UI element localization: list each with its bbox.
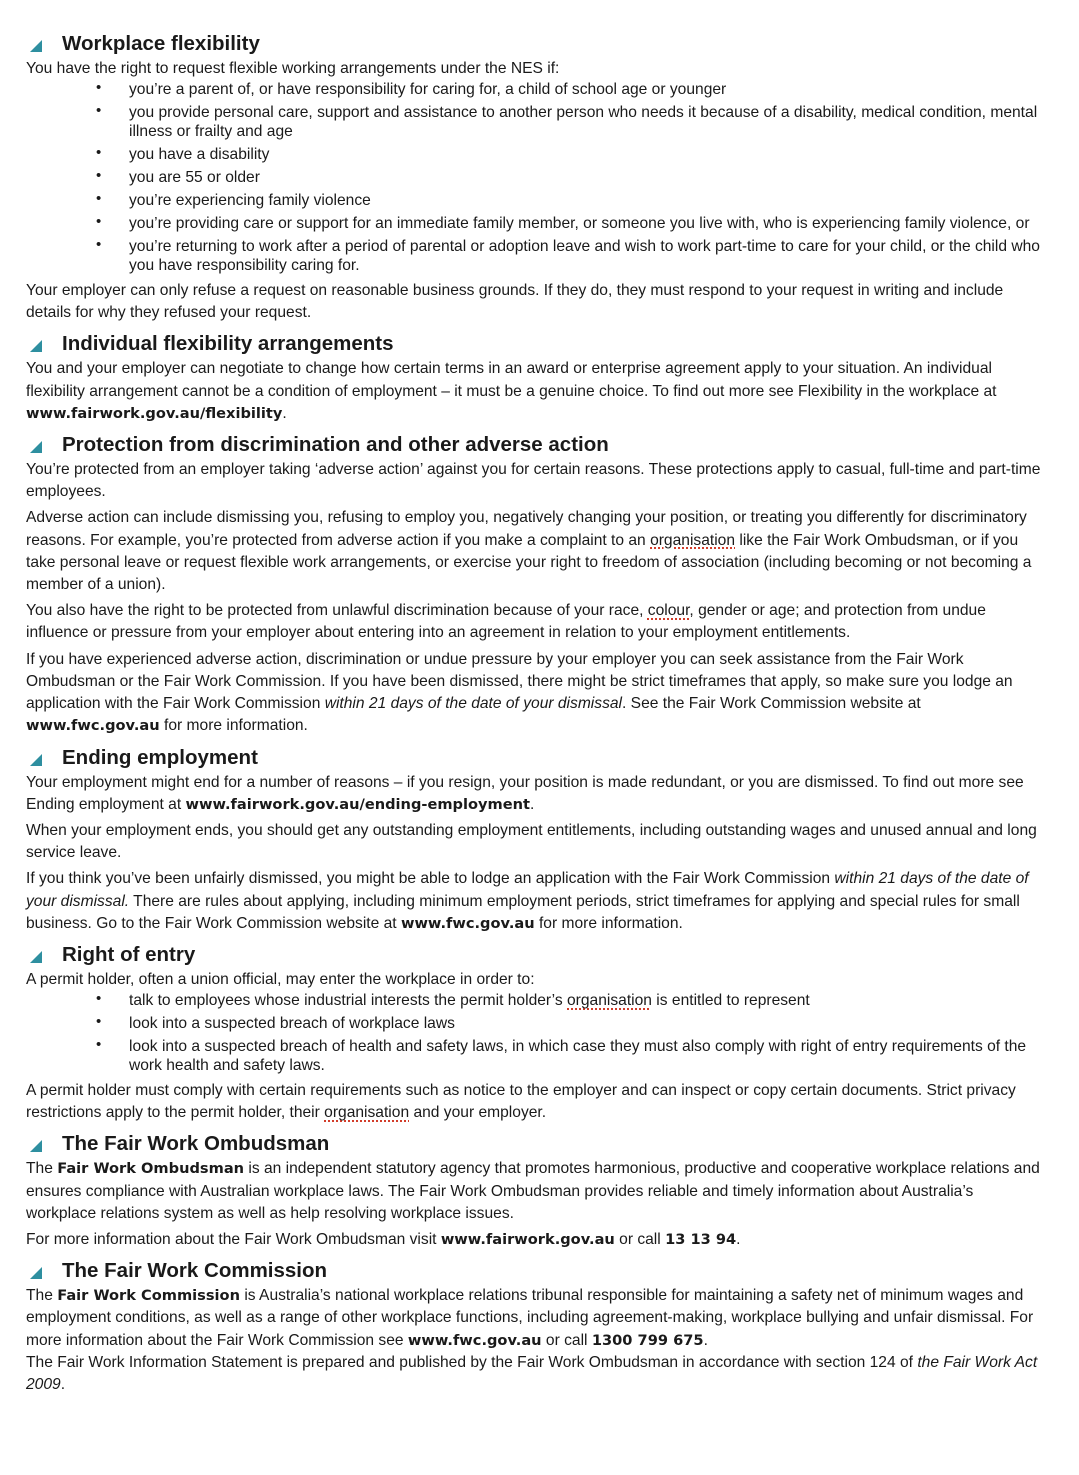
triangle-icon bbox=[30, 1140, 42, 1152]
spellcheck-word[interactable]: organisation bbox=[650, 531, 736, 549]
list-item: • you’re providing care or support for an immediate family member, or someone you live with, who is experiencing family violence, or bbox=[26, 215, 1043, 234]
protection-paragraph-4: If you have experienced adverse action, discrimination or undue pressure by your employer you can seek assistance from the Fair Work Ombudsman or the Fair Work Commission. If you have been dismissed, there might be strict timeframes that apply, so make sure you lodge an application with the Fair Work Commission within 21 days of the date of your dismissal. See the Fair Work Commission website at www.fwc.gov.au for more information. bbox=[26, 650, 1013, 735]
spellcheck-word[interactable]: organisation bbox=[324, 1104, 410, 1122]
fwc-link[interactable]: www.fwc.gov.au bbox=[407, 1331, 542, 1349]
heading-individual-flexibility: Individual flexibility arrangements bbox=[26, 330, 1043, 358]
triangle-icon bbox=[30, 40, 42, 52]
flexibility-list bbox=[26, 81, 1043, 275]
list-item: • you are 55 or older bbox=[26, 169, 1043, 188]
protection-paragraph-3: You also have the right to be protected from unlawful discrimination because of your race, colour, gender or age; and protection from undue influence or pressure from your employer about entering into an agreement in relation to your employment entitlements. bbox=[26, 602, 986, 642]
heading-protection: Protection from discrimination and other adverse action bbox=[26, 431, 1043, 459]
protection-paragraph-2: Adverse action can include dismissing you, refusing to employ you, negatively changing your position, or treating you differently for discriminatory reasons. For example, you’re protected from adverse action if you make a complaint to an organisation like the Fair Work Ombudsman, or if you take personal leave or request flexible work arrangements, or exercise your right to freedom of association (including becoming or not becoming a member of a union). bbox=[26, 509, 1032, 594]
ombudsman-paragraph-1: The Fair Work Ombudsman is an independent statutory agency that promotes harmonious, productive and cooperative workplace relations and ensures compliance with Australian workplace laws. The Fair Work Ombudsman provides reliable and timely information about Australia’s workplace relations system as well as help resolving workplace issues. bbox=[26, 1160, 1040, 1222]
list-item: • you have a disability bbox=[26, 146, 1043, 165]
heading-fair-work-ombudsman: The Fair Work Ombudsman bbox=[26, 1130, 1043, 1158]
spellcheck-word[interactable]: colour bbox=[647, 602, 690, 620]
list-item: • look into a suspected breach of workplace laws bbox=[26, 1015, 1043, 1034]
list-item: • look into a suspected breach of health and safety laws, in which case they must also comply with right of entry requirements of the work health and safety laws. bbox=[26, 1038, 1043, 1075]
individual-paragraph: You and your employer can negotiate to change how certain terms in an award or enterprise agreement apply to your situation. An individual flexibility arrangement cannot be a condition of employment – it must be a genuine choice. To find out more see Flexibility in the workplace at www.fairwork.gov.au/flexibility. bbox=[26, 360, 997, 422]
fwc-link[interactable]: www.fwc.gov.au bbox=[400, 914, 535, 932]
spellcheck-word[interactable]: organisation bbox=[567, 992, 652, 1010]
ending-employment-link[interactable]: www.fairwork.gov.au/ending-employment bbox=[185, 795, 531, 813]
fwc-link[interactable]: www.fwc.gov.au bbox=[26, 717, 160, 735]
flexibility-closing: Your employer can only refuse a request on reasonable business grounds. If they do, they must respond to your request in writing and include details for why they refused your request. bbox=[26, 282, 1004, 322]
triangle-icon bbox=[30, 754, 42, 766]
triangle-icon bbox=[30, 1267, 42, 1279]
commission-phone: 1300 799 675 bbox=[591, 1331, 704, 1349]
list-item: • talk to employees whose industrial interests the permit holder’s organisation is entitled to represent bbox=[26, 992, 1043, 1011]
protection-paragraph-1: You’re protected from an employer taking ‘adverse action’ against you for certain reasons. These protections apply to casual, full-time and part-time employees. bbox=[26, 461, 1041, 501]
entry-intro: A permit holder, often a union official, may enter the workplace in order to: bbox=[26, 970, 535, 988]
triangle-icon bbox=[30, 340, 42, 352]
heading-right-of-entry: Right of entry bbox=[26, 941, 1043, 969]
heading-fair-work-commission: The Fair Work Commission bbox=[26, 1257, 1043, 1285]
ombudsman-phone: 13 13 94 bbox=[665, 1231, 737, 1249]
entry-list bbox=[26, 992, 1043, 1075]
list-item: • you provide personal care, support and assistance to another person who needs it because of a disability, medical condition, mental illness or frailty and age bbox=[26, 104, 1043, 141]
triangle-icon bbox=[30, 951, 42, 963]
heading-workplace-flexibility: Workplace flexibility bbox=[26, 30, 1043, 58]
entry-closing: A permit holder must comply with certain requirements such as notice to the employer and can inspect or copy certain documents. Strict privacy restrictions apply to the permit holder, their organisation and your employer. bbox=[26, 1082, 1016, 1122]
fairwork-link[interactable]: www.fairwork.gov.au bbox=[440, 1231, 615, 1249]
commission-paragraph-2: The Fair Work Information Statement is prepared and published by the Fair Work Ombudsman in accordance with section 124 of the Fair Work Act 2009. bbox=[26, 1353, 1038, 1394]
ombudsman-paragraph-2: For more information about the Fair Work Ombudsman visit www.fairwork.gov.au or call 13 13 94. bbox=[26, 1231, 741, 1249]
heading-ending-employment: Ending employment bbox=[26, 744, 1043, 772]
flexibility-link[interactable]: www.fairwork.gov.au/flexibility bbox=[26, 404, 283, 422]
list-item: • you’re experiencing family violence bbox=[26, 192, 1043, 211]
ending-paragraph-1: Your employment might end for a number of reasons – if you resign, your position is made redundant, or you are dismissed. To find out more see Ending employment at www.fairwork.gov.au/ending-employment. bbox=[26, 773, 1024, 813]
list-item: • you’re returning to work after a period of parental or adoption leave and wish to work part-time to care for your child, or the child who you have responsibility caring for. bbox=[26, 238, 1043, 275]
flexibility-intro: You have the right to request flexible working arrangements under the NES if: bbox=[26, 60, 560, 77]
ending-paragraph-3: If you think you’ve been unfairly dismissed, you might be able to lodge an application with the Fair Work Commission within 21 days of the date of your dismissal. There are rules about applying, including minimum employment periods, strict timeframes for applying and special rules for small business. Go to the Fair Work Commission website at www.fwc.gov.au for more information. bbox=[26, 870, 1029, 932]
commission-paragraph-1: The Fair Work Commission is Australia’s national workplace relations tribunal responsible for maintaining a safety net of minimum wages and employment conditions, as well as a range of other workplace functions, including agreement-making, workplace bullying and unfair dismissal. For more information about the Fair Work Commission see www.fwc.gov.au or call 1300 799 675. bbox=[26, 1287, 1034, 1349]
list-item: • you’re a parent of, or have responsibility for caring for, a child of school age or younger bbox=[26, 81, 1043, 100]
ending-paragraph-2: When your employment ends, you should get any outstanding employment entitlements, including outstanding wages and unused annual and long service leave. bbox=[26, 821, 1037, 862]
triangle-icon bbox=[30, 441, 42, 453]
